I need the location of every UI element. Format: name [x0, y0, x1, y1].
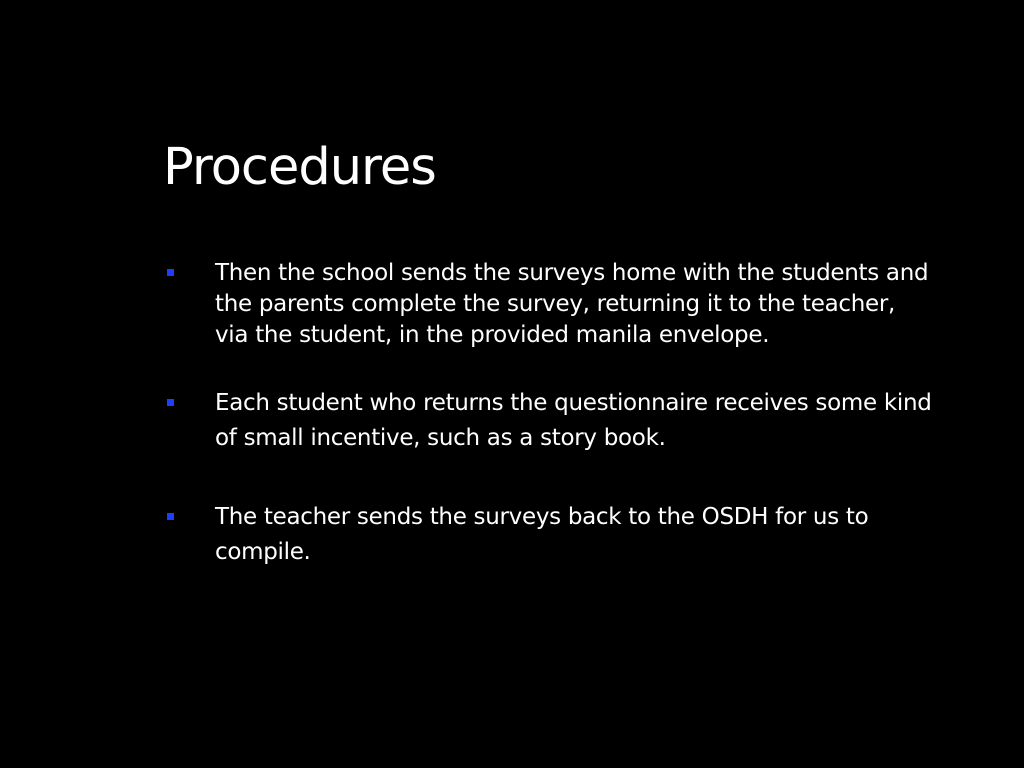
bullet-text: The teacher sends the surveys back to the OSDH for us to compile. — [215, 504, 869, 565]
list-item — [163, 500, 933, 570]
bullet-text: Each student who returns the questionnaire receives some kind of small incentive, such as a story book. — [215, 390, 932, 451]
square-bullet-icon — [167, 269, 174, 276]
bullet-list — [163, 258, 933, 570]
square-bullet-icon — [167, 513, 174, 520]
list-item — [163, 258, 933, 351]
square-bullet-icon — [167, 399, 174, 406]
bullet-text: Then the school sends the surveys home with the students and the parents complete the survey, returning it to the teacher, via the student, in the provided manila envelope. — [215, 260, 929, 348]
slide-title: Procedures — [163, 138, 436, 197]
list-item — [163, 386, 933, 456]
